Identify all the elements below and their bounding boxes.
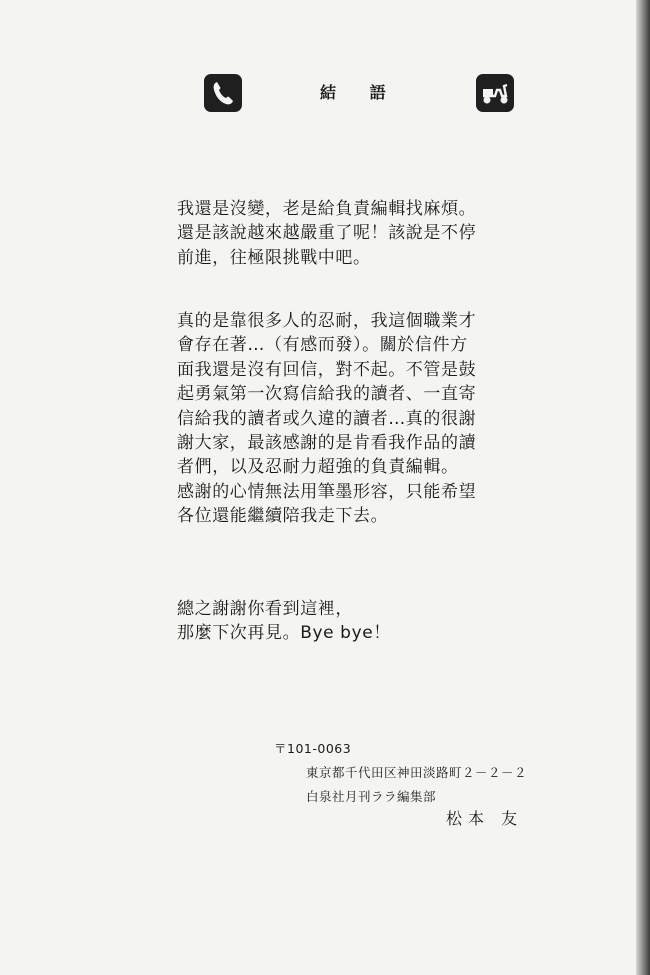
text-line: 感謝的心情無法用筆墨形容，只能希望 [177, 481, 477, 502]
paragraph-2 [177, 309, 507, 529]
text-line: 那麼下次再見。Bye bye！ [177, 623, 391, 644]
text-line: 真的是靠很多人的忍耐，我這個職業才 [177, 311, 477, 331]
telephone-icon [204, 74, 242, 112]
address-line-2: 白泉社月刊ララ編集部 [306, 789, 437, 804]
text-line: 前進，往極限挑戰中吧。 [177, 247, 371, 268]
text-line: 者們，以及忍耐力超強的負責編輯。 [177, 457, 459, 478]
text-line: 面我還是沒有回信，對不起。不管是鼓 [177, 359, 477, 380]
scooter-icon [476, 74, 514, 112]
text-line: 信給我的讀者或久違的讀者…真的很謝 [177, 408, 477, 429]
text-line: 謝大家，最該感謝的是肯看我作品的讀 [177, 433, 477, 454]
page-spine-edge [636, 0, 650, 975]
page-title: 結 語 [320, 83, 400, 102]
text-line: 各位還能繼續陪我走下去。 [177, 506, 389, 527]
text-line: 會存在著…（有感而發）。關於信件方 [177, 335, 468, 356]
text-line: 還是該說越來越嚴重了呢！該說是不停 [177, 223, 477, 244]
paragraph-1 [177, 197, 507, 270]
text-line: 我還是沒變，老是給負責編輯找麻煩。 [177, 199, 477, 219]
paragraph-3 [177, 597, 507, 646]
address-line-1: 東京都千代田区神田淡路町２－２－２ [306, 765, 528, 780]
postal-code: 〒101-0063 [274, 741, 352, 756]
text-line: 總之謝謝你看到這裡， [177, 599, 353, 619]
author-name: 松本 友 [446, 809, 524, 828]
text-line: 起勇氣第一次寫信給我的讀者、一直寄 [177, 384, 477, 405]
